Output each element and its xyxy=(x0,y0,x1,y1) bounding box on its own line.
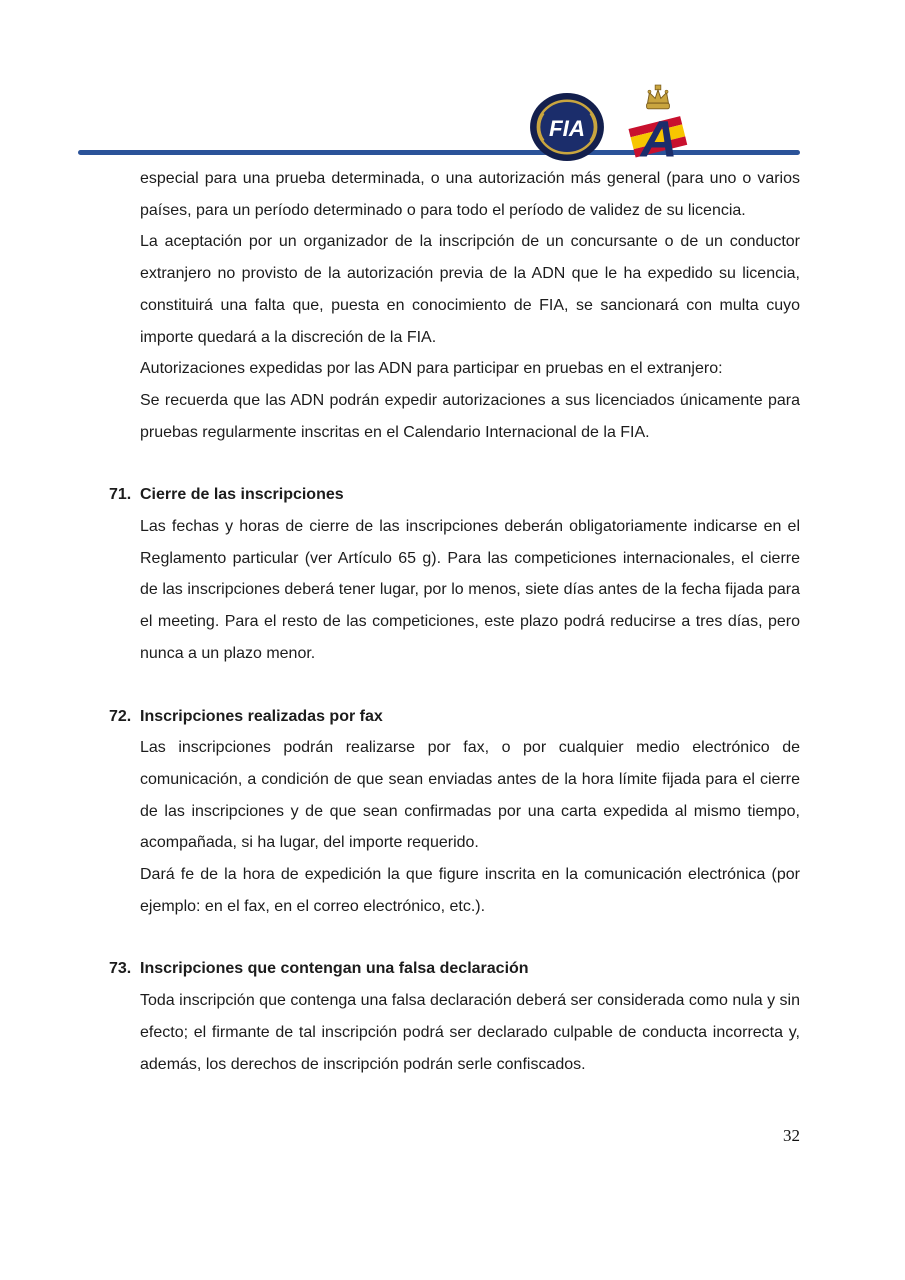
fia-logo xyxy=(528,92,606,162)
section-heading xyxy=(109,953,800,985)
section-73 xyxy=(109,953,800,1080)
section-title: Inscripciones realizadas por fax xyxy=(140,707,383,725)
intro-paragraph-1: especial para una prueba determinada, o una autorización más general (para uno o varios países, para un período determinado o para todo el período de validez de su licencia. xyxy=(140,170,800,219)
intro-paragraph-3: Autorizaciones expedidas por las ADN para participar en pruebas en el extranjero: xyxy=(140,360,723,378)
section-title: Cierre de las inscripciones xyxy=(140,486,344,504)
section-number: 73. xyxy=(109,960,132,978)
section-72 xyxy=(109,701,800,923)
rfeda-logo xyxy=(620,84,696,164)
section-heading xyxy=(109,479,800,511)
intro-paragraph-2: La aceptación por un organizador de la inscripción de un concursante o de un conductor extranjero no provisto de la autorización previa de la ADN que le ha expedido su licencia, constituirá una falta que, puesta en conocimiento de FIA, se sancionará con multa cuyo importe quedará a la discreción de la FIA. xyxy=(140,233,800,346)
section-heading xyxy=(109,701,800,733)
section-number: 71. xyxy=(109,486,132,504)
section-title: Inscripciones que contengan una falsa declaración xyxy=(140,960,529,978)
rfeda-logo-icon xyxy=(620,84,696,164)
fia-logo-icon xyxy=(528,92,606,162)
page-number: 32 xyxy=(783,1126,800,1145)
rfeda-logo-text: A xyxy=(640,110,678,164)
section-paragraph: Las inscripciones podrán realizarse por fax, o por cualquier medio electrónico de comunicación, a condición de que sean enviadas antes de la hora límite fijada para el cierre de las inscripciones y de que sean confirmadas por una carta expedida al mismo tiempo, acompañada, si ha lugar, del importe requerido. xyxy=(140,739,800,852)
section-paragraph: Las fechas y horas de cierre de las inscripciones deberán obligatoriamente indicarse en el Reglamento particular (ver Artículo 65 g). Para las competiciones internacionales, el cierre de las inscripciones deberá tener lugar, por lo menos, siete días antes de la fecha fijada para el meeting. Para el resto de las competiciones, este plazo podrá reducirse a tres días, pero nunca a un plazo menor. xyxy=(140,518,800,662)
document-body xyxy=(109,163,800,1080)
crown-icon xyxy=(647,85,670,109)
section-paragraph: Dará fe de la hora de expedición la que figure inscrita en la comunicación electrónica (por ejemplo: en el fax, en el correo electrónico, etc.). xyxy=(140,866,800,915)
section-number: 72. xyxy=(109,707,132,725)
intro-paragraph-4: Se recuerda que las ADN podrán expedir autorizaciones a sus licenciados únicamente para pruebas regularmente inscritas en el Calendario Internacional de la FIA. xyxy=(140,391,800,441)
section-71 xyxy=(109,479,800,669)
section-paragraph: Toda inscripción que contenga una falsa declaración deberá ser considerada como nula y sin efecto; el firmante de tal inscripción podrá ser declarado culpable de conducta incorrecta y, además, los derechos de inscripción podrán serle confiscados. xyxy=(140,992,800,1073)
fia-logo-text: FIA xyxy=(548,115,586,141)
